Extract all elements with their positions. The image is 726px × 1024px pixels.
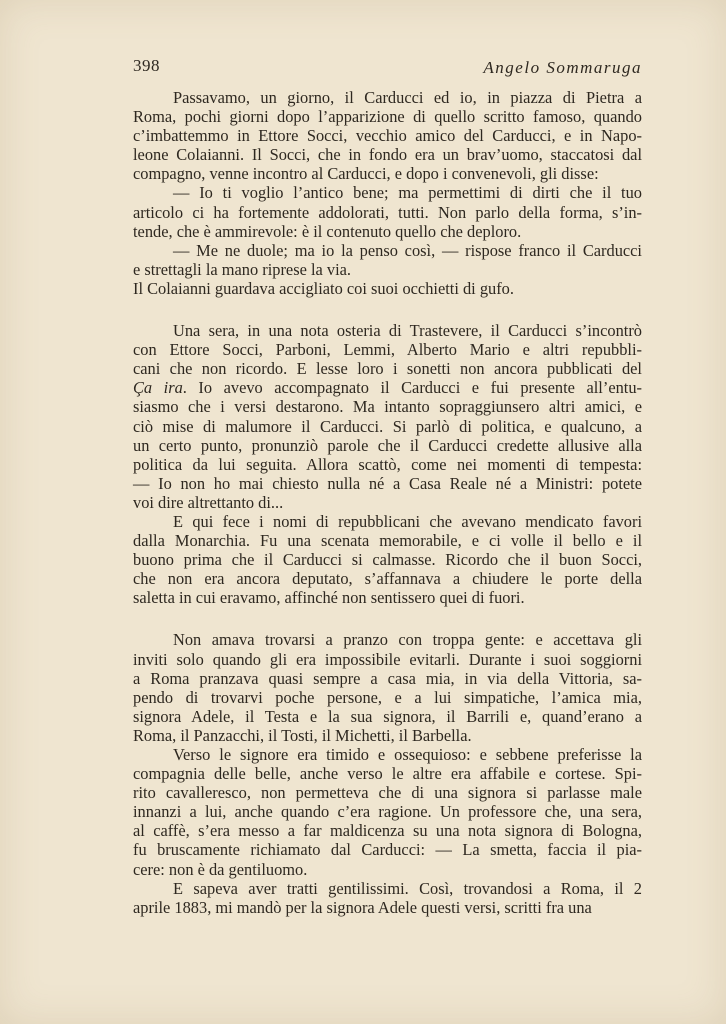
text-line: e strettagli la mano riprese la via. [133,259,352,279]
text-line: pendo di trovarvi poche persone, e a lui simpatiche, l’amica mia, [133,687,642,707]
text-line: ciò mise di malumore il Carducci. Si parlò di politica, e qualcuno, a [133,416,642,436]
text-line: che non era ancora deputato, s’affannava a chiudere le porte della [133,569,642,589]
text-line: Roma, il Panzacchi, il Tosti, il Michetti, il Barbella. [133,725,472,745]
text-line: Il Colaianni guardava accigliato coi suoi occhietti di gufo. [133,278,514,298]
text-line: inviti solo quando gli era impossibile evitarli. Durante i suoi soggiorni [133,649,642,669]
text-line: — Io non ho mai chiesto nulla né a Casa Reale né a Ministri: potete [133,473,642,493]
text-line: rito cavalleresco, non permetteva che di una signora si parlasse male [133,783,642,803]
text-line: c’imbattemmo in Ettore Socci, vecchio amico del Carducci, e in Napo- [133,126,642,146]
text-line: E sapeva aver tratti gentilissimi. Così, trovandosi a Roma, il 2 [173,878,642,898]
text-line: Verso le signore era timido e ossequioso: e sebbene preferisse la [173,745,642,764]
text-line: tende, che è ammirevole: è il contenuto quello che deploro. [133,221,522,241]
text-line: Una sera, in una nota osteria di Trastevere, il Carducci s’incontrò [173,321,642,341]
text-line: articolo ci ha fortemente addolorati, tutti. Non parlo della forma, s’in- [133,202,642,222]
text-line: al caffè, s’era messo a far maldicenza su una nota signora di Bologna, [133,821,642,841]
text-line: signora Adele, il Testa e la sua signora, il Barrili e, quand’erano a [133,706,642,726]
text-line: saletta in cui eravamo, affinché non sentissero quei di fuori. [133,588,525,608]
text-line: voi dire altrettanto di... [133,492,284,512]
text-line: E qui fece i nomi di repubblicani che avevano mendicato favori [173,511,642,531]
text-line: con Ettore Socci, Parboni, Lemmi, Alberto Mario e altri repubbli- [133,340,642,360]
text-line: compagnia delle belle, anche verso le altre era affabile e cortese. Spi- [133,764,642,784]
text-line: Ça ira. Io avevo accompagnato il Carducci e fui presente all’entu- [133,378,643,398]
text-line: — Io ti voglio l’antico bene; ma permettimi di dirti che il tuo [173,183,642,203]
text-line: politica da lui seguita. Allora scattò, come nei momenti di tempesta: [133,454,642,474]
text-line: cani che non ricordo. E lesse loro i sonetti non ancora pubblicati del [133,359,642,379]
text-line: aprile 1883, mi mandò per la signora Adele questi versi, scritti fra una [133,897,592,917]
text-line: un certo punto, pronunziò parole che il Carducci credette allusive alla [133,435,642,455]
text-line: dalla Monarchia. Fu una scenata memorabile, e ci volle il bello e il [133,531,642,551]
text-line: buono prima che il Carducci si calmasse. Ricordo che il buon Socci, [133,550,642,570]
text-line: innanzi a lui, anche quando c’era ragione. Un professore che, una sera, [133,802,642,822]
italic-title: Ça ira [133,378,183,398]
text-line: — Me ne duole; ma io la penso così, — rispose franco il Carducci [173,240,642,260]
text-line: a Roma pranzava quasi sempre a casa mia, in via della Vittoria, sa- [133,668,642,688]
text-line: fu bruscamente richiamato dal Carducci: — La smetta, faccia il pia- [133,840,642,860]
text-line: Non amava trovarsi a pranzo con troppa gente: e accettava gli [173,630,642,650]
section-break [133,298,642,321]
text-line: compagno, venne incontro al Carducci, e dopo i convenevoli, gli disse: [133,164,599,184]
text-line: siasmo che i versi destarono. Ma intanto sopraggiunsero altri amici, e [133,397,642,417]
text-line: Passavamo, un giorno, il Carducci ed io, in piazza di Pietra a [173,88,642,107]
page-header [133,56,642,80]
text-line: Roma, pochi giorni dopo l’apparizione di quello scritto famoso, quando [133,107,642,127]
section-break [133,607,642,630]
running-head-author: Angelo Sommaruga [483,58,642,77]
page-number: 398 [133,56,160,75]
body-text [133,88,642,917]
text-line: cere: non è da gentiluomo. [133,859,308,879]
text-line: leone Colaianni. Il Socci, che in fondo era un brav’uomo, staccatosi dal [133,145,642,165]
